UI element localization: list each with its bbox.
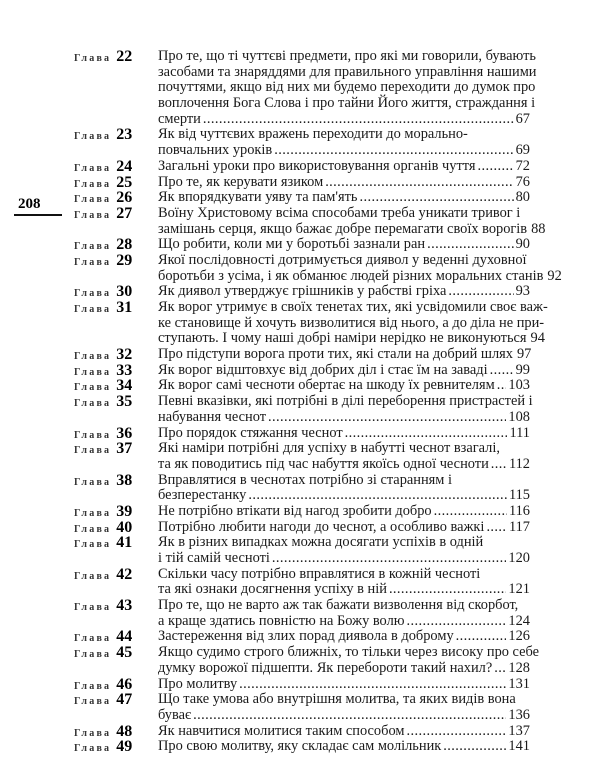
chapter-number: 47	[116, 691, 133, 709]
toc-entry	[74, 393, 533, 425]
chapter-number: 38	[116, 471, 133, 489]
chapter-number: 29	[116, 251, 133, 269]
chapter-label	[74, 677, 158, 693]
dot-leader	[193, 708, 506, 724]
toc-entry	[74, 159, 530, 175]
chapter-title-line: набування чеснот	[158, 408, 267, 425]
chapter-word: Глава	[74, 507, 112, 519]
chapter-title	[158, 520, 530, 536]
chapter-title-line: Воїну Христовому всіма способами треба уникати тривог і	[158, 204, 521, 221]
chapter-number: 44	[116, 628, 133, 646]
chapter-title	[158, 299, 548, 347]
chapter-title-line: боротьби з усіма, і як обманює людей різних моральних станів	[158, 267, 544, 284]
dot-leader	[490, 363, 514, 379]
chapter-label	[74, 598, 158, 614]
chapter-page: 108	[508, 408, 530, 425]
chapter-number: 33	[116, 361, 133, 379]
chapter-number: 45	[116, 644, 133, 662]
chapter-page: 120	[508, 550, 530, 566]
chapter-number: 40	[116, 518, 133, 536]
chapter-number: 43	[116, 597, 133, 615]
toc-entry	[74, 692, 530, 723]
dot-leader	[456, 629, 507, 645]
chapter-word: Глава	[74, 476, 112, 488]
chapter-number: 48	[116, 722, 133, 740]
chapter-label	[74, 724, 158, 740]
chapter-label	[74, 159, 158, 175]
chapter-number: 28	[116, 236, 133, 254]
chapter-number: 41	[116, 534, 133, 552]
chapter-number: 24	[116, 157, 133, 175]
dot-leader	[486, 520, 507, 536]
chapter-title	[158, 644, 540, 676]
chapter-label	[74, 363, 158, 379]
chapter-page: 115	[508, 487, 530, 504]
chapter-label	[74, 567, 158, 583]
chapter-word: Глава	[74, 304, 112, 315]
chapter-title	[158, 567, 530, 598]
chapter-title-line: Які наміри потрібні для успіху в набутті чеснот взагалі,	[158, 440, 500, 457]
toc-entry	[74, 724, 530, 740]
chapter-word: Глава	[74, 429, 112, 441]
toc-entry	[74, 299, 548, 347]
chapter-number: 37	[116, 440, 133, 458]
chapter-title	[158, 251, 562, 284]
toc-entry	[74, 629, 530, 645]
chapter-title-line: Що таке умова або внутрішня молитва, та яких видів вона	[158, 691, 516, 708]
chapter-title-line: Якщо судимо строго ближніх, то тільки через високу про себе	[158, 644, 540, 661]
toc-entry	[74, 473, 530, 504]
dot-leader	[345, 426, 508, 442]
chapter-word: Глава	[74, 523, 112, 535]
chapter-title-line: ступають. І чому наші добрі наміри нерідко не виконуються	[158, 330, 527, 347]
chapter-word: Глава	[74, 351, 112, 363]
chapter-page: 117	[508, 518, 530, 535]
dot-leader	[434, 504, 507, 520]
chapter-number: 26	[116, 189, 133, 207]
chapter-label	[74, 190, 158, 206]
chapter-title-line: ке становище й хочуть визволитися від нього, а до діла не при-	[158, 314, 545, 331]
chapter-page: 90	[515, 236, 530, 253]
chapter-title	[158, 473, 530, 504]
chapter-title	[158, 393, 533, 425]
dot-leader	[268, 410, 506, 426]
chapter-page: 93	[515, 283, 530, 300]
chapter-word: Глава	[74, 570, 112, 582]
chapter-label	[74, 426, 158, 442]
chapter-word: Глава	[74, 633, 112, 645]
chapter-page: 137	[508, 722, 530, 739]
chapter-title-line: Як ворог відштовхує від добрих діл і стає їм на заваді	[158, 361, 488, 378]
toc-entry	[74, 48, 537, 127]
chapter-title	[158, 598, 530, 629]
chapter-page: 88	[531, 220, 546, 237]
chapter-number: 25	[116, 173, 133, 191]
chapter-word: Глава	[74, 602, 112, 614]
chapter-word: Глава	[74, 696, 112, 708]
chapter-title	[158, 363, 530, 379]
chapter-title-line: Про молитву	[158, 675, 238, 692]
chapter-label	[74, 378, 158, 394]
chapter-label	[74, 206, 158, 222]
chapter-label	[74, 739, 158, 755]
chapter-page: 92	[547, 267, 562, 284]
dot-leader	[325, 175, 513, 191]
chapter-page: 97	[516, 346, 532, 363]
chapter-title	[158, 441, 530, 472]
chapter-title	[158, 284, 530, 300]
toc-entry	[74, 504, 530, 520]
chapter-title-line: Про те, що не варто аж так бажати визволення від скорбот,	[158, 597, 519, 614]
toc-entry	[74, 567, 530, 598]
chapter-label	[74, 347, 158, 363]
chapter-word: Глава	[74, 398, 112, 410]
chapter-number: 46	[116, 675, 133, 693]
chapter-page: 99	[515, 361, 530, 378]
chapter-label	[74, 253, 158, 269]
chapter-title-line: смерти	[158, 110, 201, 127]
chapter-title-line: а краще здатись повністю на Божу волю	[158, 612, 405, 629]
chapter-title-line: Як ворог самі чесноти обертає на шкоду їх ревнителям	[158, 377, 495, 394]
chapter-number: 39	[116, 502, 133, 520]
chapter-title-line: Як ворог утримує в своїх тенетах тих, які усвідомили своє важ-	[158, 299, 548, 315]
chapter-number: 36	[116, 424, 133, 442]
dot-leader	[272, 551, 507, 567]
chapter-number: 31	[116, 299, 133, 316]
chapter-word: Глава	[74, 649, 112, 661]
chapter-title-line: і тій самій чесноті	[158, 550, 270, 566]
chapter-title-line: Про те, що ті чуттєві предмети, про які ми говорили, бувають	[158, 48, 536, 64]
dot-leader	[274, 143, 513, 159]
chapter-title-line: безперестанку	[158, 487, 247, 504]
chapter-title-line: засобами та знаряддями для правильного управління нашими	[158, 63, 537, 80]
dot-leader	[389, 582, 506, 598]
chapter-page: 121	[508, 581, 530, 598]
chapter-title-line: замішань серця, якщо бажає добре перемагати своїх ворогів	[158, 220, 528, 237]
toc-entry	[74, 426, 530, 442]
chapter-page: 69	[515, 142, 530, 159]
toc-entry	[74, 127, 530, 158]
chapter-page: 124	[508, 612, 530, 629]
dot-leader	[406, 724, 506, 740]
chapter-title-line: Якої послідовності дотримується диявол у веденні духовної	[158, 251, 527, 268]
dot-leader	[443, 739, 506, 755]
page-number-rule	[14, 214, 62, 216]
chapter-label	[74, 441, 158, 457]
chapter-word: Глава	[74, 680, 112, 692]
chapter-word: Глава	[74, 162, 112, 174]
toc-entry	[74, 677, 530, 693]
chapter-word: Глава	[74, 743, 112, 755]
dot-leader	[448, 284, 513, 300]
chapter-page: 136	[508, 706, 530, 723]
chapter-word: Глава	[74, 382, 112, 394]
chapter-title-line: Як впорядкувати уяву та пам'ять	[158, 189, 358, 206]
chapter-page: 94	[530, 330, 545, 347]
chapter-word: Глава	[74, 288, 112, 300]
toc-entry	[74, 378, 530, 394]
chapter-number: 27	[116, 204, 133, 222]
chapter-label	[74, 49, 158, 65]
toc-entry	[74, 251, 562, 284]
chapter-word: Глава	[74, 256, 112, 268]
toc-entry	[74, 739, 530, 755]
chapter-page: 76	[515, 173, 530, 190]
chapter-title-line: Вправлятися в чеснотах потрібно зі старанням і	[158, 471, 453, 488]
chapter-page: 131	[508, 675, 530, 692]
dot-leader	[407, 614, 507, 630]
chapter-title	[158, 127, 530, 158]
chapter-word: Глава	[74, 53, 112, 64]
chapter-title	[158, 629, 530, 645]
chapter-title-line: Застереження від злих порад диявола в доброму	[158, 628, 454, 645]
chapter-number: 22	[116, 48, 133, 65]
toc-entry	[74, 535, 530, 566]
chapter-title	[158, 347, 530, 363]
chapter-title-line: повчальних уроків	[158, 142, 273, 159]
dot-leader	[239, 677, 506, 693]
chapter-label	[74, 473, 158, 489]
chapter-title-line: та які ознаки досягнення успіху в ній	[158, 581, 387, 598]
dot-leader	[491, 457, 507, 473]
toc-entry	[74, 237, 530, 253]
chapter-title-line: Загальні уроки про використовування органів чуття	[158, 157, 476, 174]
chapter-word: Глава	[74, 241, 112, 253]
chapter-title-line: Певні вказівки, які потрібні в ділі переборення пристрастей і	[158, 393, 533, 410]
chapter-label	[74, 645, 158, 661]
chapter-label	[74, 629, 158, 645]
chapter-title-line: Не потрібно втікати від нагод зробити добро	[158, 502, 432, 519]
dot-leader	[427, 237, 514, 253]
chapter-title	[158, 237, 530, 253]
chapter-title-line: та як поводитись під час набуття якоїсь одної чесноти	[158, 455, 489, 472]
chapter-word: Глава	[74, 178, 112, 190]
chapter-page: 111	[509, 424, 530, 441]
chapter-title	[158, 692, 530, 723]
chapter-page: 112	[508, 455, 530, 472]
chapter-label	[74, 300, 158, 316]
chapter-page: 141	[508, 738, 530, 755]
chapter-title-line: Як навчитися молитися таким способом	[158, 722, 405, 739]
chapter-title-line: Про свою молитву, яку складає сам молільник	[158, 738, 442, 755]
toc-entry	[74, 363, 530, 379]
chapter-page: 67	[515, 110, 530, 127]
chapter-title	[158, 535, 530, 566]
chapter-title-line: думку ворожої підшепти. Як перебороти такий нахил?	[158, 659, 493, 676]
chapter-label	[74, 237, 158, 253]
chapter-label	[74, 127, 158, 143]
chapter-page: 128	[508, 659, 530, 676]
chapter-title-line: Що робити, коли ми у боротьбі зазнали ран	[158, 236, 426, 253]
chapter-number: 42	[116, 565, 133, 583]
chapter-title	[158, 378, 530, 394]
chapter-word: Глава	[74, 445, 112, 457]
chapter-title	[158, 677, 530, 693]
chapter-title-line: Про підступи ворога проти тих, які стали на добрий шлях	[158, 346, 513, 363]
chapter-title-line: Про порядок стяжання чеснот	[158, 424, 343, 441]
chapter-number: 35	[116, 393, 133, 411]
chapter-title-line: Про те, як керувати язиком	[158, 173, 324, 190]
dot-leader	[477, 159, 513, 175]
chapter-title	[158, 159, 530, 175]
chapter-page: 72	[515, 157, 530, 174]
chapter-label	[74, 504, 158, 520]
chapter-title	[158, 739, 530, 755]
toc-entry	[74, 520, 530, 536]
chapter-title	[158, 504, 530, 520]
chapter-title	[158, 204, 546, 237]
toc-entry	[74, 284, 530, 300]
chapter-title-line: воплочення Бога Слова і про тайни Його життя, страждання і	[158, 95, 536, 112]
chapter-page: 103	[508, 377, 530, 394]
chapter-word: Глава	[74, 727, 112, 739]
chapter-title-line: почуттями, якщо від них ми будемо переходити до думок про	[158, 79, 536, 96]
toc-entry	[74, 598, 530, 629]
chapter-word: Глава	[74, 194, 112, 206]
chapter-title-line: Потрібно любити нагоди до чеснот, а особливо важкі	[158, 518, 485, 535]
toc-entry	[74, 204, 546, 237]
dot-leader	[494, 661, 506, 677]
chapter-title-line: Як диявол утверджує грішників у рабстві гріха	[158, 283, 447, 300]
dot-leader	[359, 190, 513, 206]
toc-entry	[74, 190, 530, 206]
chapter-title	[158, 48, 537, 127]
chapter-page: 126	[508, 628, 530, 645]
chapter-title-line: Як в різних випадках можна досягати успіхів в одній	[158, 534, 484, 551]
chapter-number: 30	[116, 283, 133, 301]
chapter-title-line: Скільки часу потрібно вправлятися в кожній чесноті	[158, 565, 481, 582]
toc-entry	[74, 644, 540, 676]
toc-entry	[74, 175, 530, 191]
chapter-page: 80	[515, 189, 530, 206]
chapter-label	[74, 394, 158, 410]
chapter-label	[74, 284, 158, 300]
dot-leader	[203, 112, 514, 128]
chapter-number: 32	[116, 346, 133, 364]
chapter-title	[158, 175, 530, 191]
chapter-word: Глава	[74, 366, 112, 378]
chapter-word: Глава	[74, 209, 112, 221]
chapter-number: 23	[116, 126, 133, 144]
chapter-label	[74, 520, 158, 536]
chapter-label	[74, 692, 158, 708]
chapter-label	[74, 535, 158, 551]
chapter-title-line: Як від чуттєвих вражень переходити до морально-	[158, 126, 468, 143]
dot-leader	[248, 488, 507, 504]
toc-entry	[74, 441, 530, 472]
chapter-label	[74, 175, 158, 191]
page-number: 208	[18, 196, 41, 212]
dot-leader	[497, 378, 507, 394]
table-of-contents	[74, 48, 562, 756]
toc-entry	[74, 347, 530, 363]
chapter-number: 49	[116, 738, 133, 756]
chapter-word: Глава	[74, 539, 112, 551]
chapter-title	[158, 190, 530, 206]
chapter-number: 34	[116, 377, 133, 395]
chapter-title	[158, 426, 530, 442]
chapter-title	[158, 724, 530, 740]
chapter-word: Глава	[74, 131, 112, 143]
chapter-title-line: буває	[158, 706, 192, 723]
chapter-page: 116	[508, 502, 530, 519]
